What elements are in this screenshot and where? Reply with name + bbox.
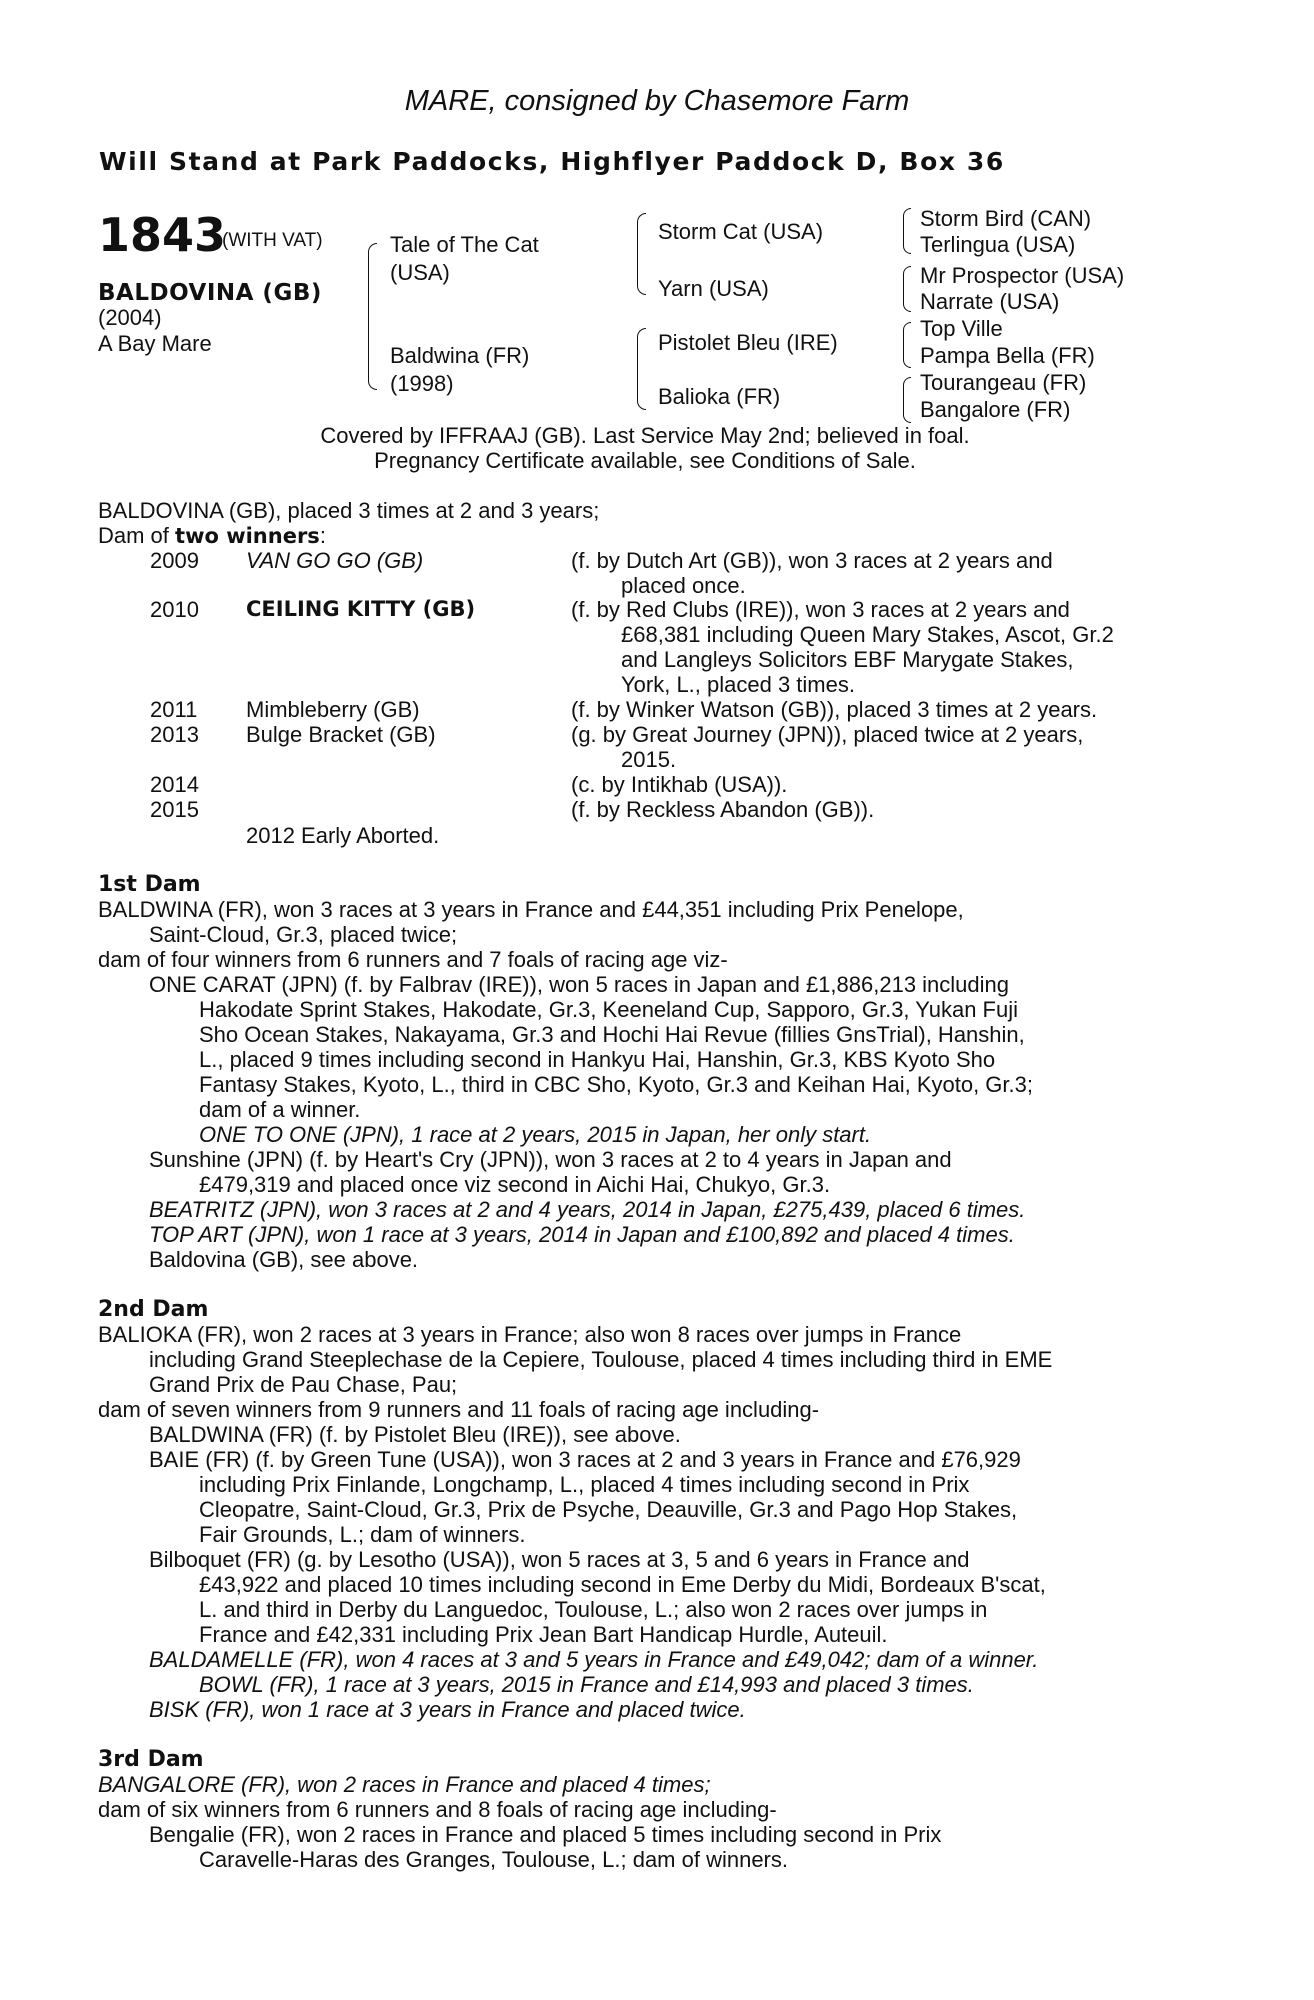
pedigree-brace-gen3-1 bbox=[903, 208, 911, 254]
dam1-line: Hakodate Sprint Stakes, Hakodate, Gr.3, Keeneland Cup, Sapporo, Gr.3, Yukan Fuji bbox=[199, 997, 1018, 1022]
dam2-line: Fair Grounds, L.; dam of winners. bbox=[199, 1522, 526, 1547]
dam3-line: BANGALORE (FR), won 2 races in France and placed 4 times; bbox=[98, 1772, 711, 1797]
pedigree-dam-year: (1998) bbox=[390, 371, 454, 396]
horse-description: A Bay Mare bbox=[98, 331, 212, 356]
dam3-line: dam of six winners from 6 runners and 8 foals of racing age including- bbox=[98, 1797, 777, 1822]
dam2-line: BALDAMELLE (FR), won 4 races at 3 and 5 years in France and £49,042; dam of a winner. bbox=[149, 1647, 1039, 1672]
horse-year: (2004) bbox=[98, 305, 162, 330]
dam2-line: Bilboquet (FR) (g. by Lesotho (USA)), won 5 races at 3, 5 and 6 years in France and bbox=[149, 1547, 970, 1572]
page-title: MARE, consigned by Chasemore Farm bbox=[404, 85, 910, 117]
stand-location: Will Stand at Park Paddocks, Highflyer Paddock D, Box 36 bbox=[99, 147, 1005, 176]
summary-line: BALDOVINA (GB), placed 3 times at 2 and 3 years; bbox=[98, 498, 600, 523]
pedigree-sire: Tale of The Cat bbox=[390, 232, 539, 257]
dam1-line: Sho Ocean Stakes, Nakayama, Gr.3 and Hochi Hai Revue (fillies GnsTrial), Hanshin, bbox=[199, 1022, 1025, 1047]
dam1-line: Sunshine (JPN) (f. by Heart's Cry (JPN)), won 3 races at 2 to 4 years in Japan and bbox=[149, 1147, 952, 1172]
progeny-name: Bulge Bracket (GB) bbox=[246, 722, 436, 747]
dam-of-line: Dam of two winners: bbox=[98, 523, 326, 548]
pedigree-brace-sire bbox=[637, 213, 646, 295]
pedigree-brace-gen3-2 bbox=[903, 266, 911, 312]
dam1-line: Saint-Cloud, Gr.3, placed twice; bbox=[149, 922, 458, 947]
pedigree-brace-dam bbox=[637, 328, 646, 410]
pedigree-gen3-1: Storm Bird (CAN) bbox=[920, 206, 1092, 231]
pregnancy-line: Pregnancy Certificate available, see Conditions of Sale. bbox=[374, 448, 916, 473]
pedigree-brace-main bbox=[368, 243, 377, 390]
dam2-line: L. and third in Derby du Languedoc, Toulouse, L.; also won 2 races over jumps in bbox=[199, 1597, 988, 1622]
pedigree-gen3-8: Bangalore (FR) bbox=[920, 397, 1071, 422]
vat-label: (WITH VAT) bbox=[222, 230, 323, 251]
dam2-line: £43,922 and placed 10 times including second in Eme Derby du Midi, Bordeaux B'scat, bbox=[199, 1572, 1046, 1597]
dam2-line: BAIE (FR) (f. by Green Tune (USA)), won 3 races at 2 and 3 years in France and £76,929 bbox=[149, 1447, 1021, 1472]
progeny-detail: (f. by Red Clubs (IRE)), won 3 races at 2 years and bbox=[571, 597, 1070, 622]
pedigree-sire-dam: Yarn (USA) bbox=[658, 276, 769, 301]
dam1-line: dam of four winners from 6 runners and 7 foals of racing age viz- bbox=[98, 947, 728, 972]
dam1-line: Fantasy Stakes, Kyoto, L., third in CBC Sho, Kyoto, Gr.3 and Keihan Hai, Kyoto, Gr.3; bbox=[199, 1072, 1033, 1097]
pedigree-dam-dam: Balioka (FR) bbox=[658, 384, 781, 409]
progeny-detail: (g. by Great Journey (JPN)), placed twice at 2 years, bbox=[571, 722, 1084, 747]
progeny-detail: and Langleys Solicitors EBF Marygate Stakes, bbox=[621, 647, 1074, 672]
progeny-detail: York, L., placed 3 times. bbox=[621, 672, 855, 697]
dam2-line: France and £42,331 including Prix Jean Bart Handicap Hurdle, Auteuil. bbox=[199, 1622, 888, 1647]
pedigree-gen3-3: Mr Prospector (USA) bbox=[920, 263, 1125, 288]
pedigree-sire-country: (USA) bbox=[390, 260, 450, 285]
progeny-year: 2011 bbox=[150, 697, 198, 722]
dam2-line: Grand Prix de Pau Chase, Pau; bbox=[149, 1372, 458, 1397]
progeny-detail: (c. by Intikhab (USA)). bbox=[571, 772, 788, 797]
dam3-heading: 3rd Dam bbox=[98, 1747, 204, 1772]
pedigree-gen3-7: Tourangeau (FR) bbox=[920, 370, 1087, 395]
dam1-line: £479,319 and placed once viz second in Aichi Hai, Chukyo, Gr.3. bbox=[199, 1172, 831, 1197]
aborted-note: 2012 Early Aborted. bbox=[246, 823, 440, 848]
dam1-line: ONE TO ONE (JPN), 1 race at 2 years, 2015 in Japan, her only start. bbox=[199, 1122, 872, 1147]
dam1-line: ONE CARAT (JPN) (f. by Falbrav (IRE)), won 5 races in Japan and £1,886,213 including bbox=[149, 972, 1010, 997]
progeny-detail: placed once. bbox=[621, 573, 746, 598]
dam3-line: Bengalie (FR), won 2 races in France and placed 5 times including second in Prix bbox=[149, 1822, 942, 1847]
progeny-detail: (f. by Winker Watson (GB)), placed 3 times at 2 years. bbox=[571, 697, 1098, 722]
pedigree-dam-sire: Pistolet Bleu (IRE) bbox=[658, 330, 838, 355]
dam1-line: BALDWINA (FR), won 3 races at 3 years in France and £44,351 including Prix Penelope, bbox=[98, 897, 964, 922]
dam2-line: including Grand Steeplechase de la Cepiere, Toulouse, placed 4 times including third in EME bbox=[149, 1347, 1053, 1372]
pedigree-dam: Baldwina (FR) bbox=[390, 343, 530, 368]
progeny-name: CEILING KITTY (GB) bbox=[246, 597, 476, 621]
progeny-name: Mimbleberry (GB) bbox=[246, 697, 420, 722]
horse-name: BALDOVINA (GB) bbox=[98, 280, 322, 306]
covered-line: Covered by IFFRAAJ (GB). Last Service May 2nd; believed in foal. bbox=[320, 423, 970, 448]
progeny-year: 2015 bbox=[150, 797, 199, 822]
lot-number: 1843 bbox=[98, 208, 227, 262]
pedigree-brace-gen3-3 bbox=[903, 322, 911, 368]
pedigree-gen3-5: Top Ville bbox=[920, 316, 1003, 341]
pedigree-gen3-4: Narrate (USA) bbox=[920, 289, 1060, 314]
progeny-year: 2009 bbox=[150, 548, 199, 573]
progeny-year: 2014 bbox=[150, 772, 199, 797]
dam2-line: BALDWINA (FR) (f. by Pistolet Bleu (IRE)), see above. bbox=[149, 1422, 681, 1447]
dam1-line: dam of a winner. bbox=[199, 1097, 361, 1122]
progeny-detail: 2015. bbox=[621, 747, 677, 772]
dam1-heading: 1st Dam bbox=[98, 872, 201, 897]
dam1-line: BEATRITZ (JPN), won 3 races at 2 and 4 years, 2014 in Japan, £275,439, placed 6 times. bbox=[149, 1197, 1026, 1222]
pedigree-sire-sire: Storm Cat (USA) bbox=[658, 219, 824, 244]
progeny-detail: (f. by Reckless Abandon (GB)). bbox=[571, 797, 875, 822]
dam2-line: BISK (FR), won 1 race at 3 years in France and placed twice. bbox=[149, 1697, 746, 1722]
dam2-line: BALIOKA (FR), won 2 races at 3 years in France; also won 8 races over jumps in France bbox=[98, 1322, 962, 1347]
dam2-line: including Prix Finlande, Longchamp, L., placed 4 times including second in Prix bbox=[199, 1472, 970, 1497]
dam2-line: dam of seven winners from 9 runners and 11 foals of racing age including- bbox=[98, 1397, 820, 1422]
dam2-line: BOWL (FR), 1 race at 3 years, 2015 in France and £14,993 and placed 3 times. bbox=[199, 1672, 974, 1697]
pedigree-gen3-6: Pampa Bella (FR) bbox=[920, 343, 1095, 368]
dam2-heading: 2nd Dam bbox=[98, 1297, 209, 1322]
progeny-name: VAN GO GO (GB) bbox=[246, 548, 424, 573]
dam1-line: TOP ART (JPN), won 1 race at 3 years, 2014 in Japan and £100,892 and placed 4 times. bbox=[149, 1222, 1015, 1247]
progeny-detail: £68,381 including Queen Mary Stakes, Ascot, Gr.2 bbox=[621, 622, 1114, 647]
progeny-detail: (f. by Dutch Art (GB)), won 3 races at 2 years and bbox=[571, 548, 1053, 573]
dam1-line: Baldovina (GB), see above. bbox=[149, 1247, 419, 1272]
pedigree-brace-gen3-4 bbox=[903, 377, 911, 423]
progeny-year: 2013 bbox=[150, 722, 199, 747]
progeny-year: 2010 bbox=[150, 597, 199, 622]
dam2-line: Cleopatre, Saint-Cloud, Gr.3, Prix de Psyche, Deauville, Gr.3 and Pago Hop Stakes, bbox=[199, 1497, 1018, 1522]
dam3-line: Caravelle-Haras des Granges, Toulouse, L.; dam of winners. bbox=[199, 1847, 788, 1872]
dam1-line: L., placed 9 times including second in Hankyu Hai, Hanshin, Gr.3, KBS Kyoto Sho bbox=[199, 1047, 996, 1072]
pedigree-gen3-2: Terlingua (USA) bbox=[920, 232, 1076, 257]
